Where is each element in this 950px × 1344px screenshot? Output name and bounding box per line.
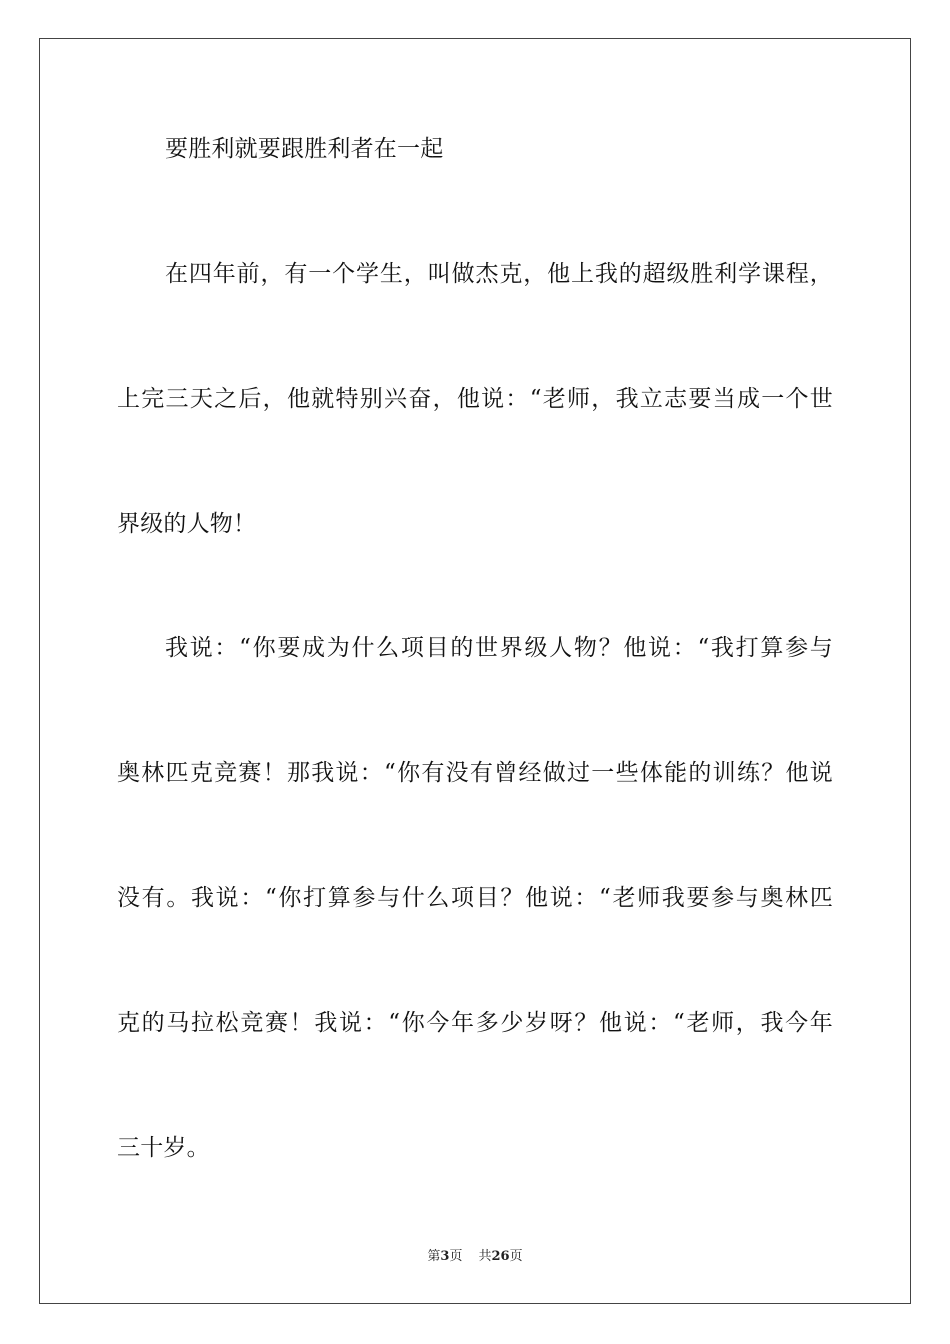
page-prefix: 第 [427,1249,441,1264]
page-frame [39,38,911,1304]
paragraph-line: 没有。我说：“你打算参与什么项目？他说：“老师我要参与奥林匹 [117,885,833,911]
paragraph-line: 上完三天之后，他就特别兴奋，他说：“老师，我立志要当成一个世 [117,386,833,412]
total-suffix: 页 [509,1249,523,1264]
paragraph-line: 奥林匹克竞赛！那我说：“你有没有曾经做过一些体能的训练？他说 [117,760,833,786]
total-pages: 26 [491,1249,510,1264]
section-heading: 要胜利就要跟胜利者在一起 [165,136,444,162]
paragraph-line: 克的马拉松竞赛！我说：“你今年多少岁呀？他说：“老师，我今年 [117,1010,833,1036]
paragraph-line: 在四年前，有一个学生，叫做杰克，他上我的超级胜利学课程， [165,261,833,287]
paragraph-line: 界级的人物！ [117,511,257,537]
page-suffix: 页 [449,1249,463,1264]
paragraph-line: 三十岁。 [117,1135,210,1161]
paragraph-line: 我说：“你要成为什么项目的世界级人物？他说：“我打算参与 [165,635,833,661]
total-prefix: 共 [478,1249,492,1264]
page-number: 3 [440,1249,450,1264]
page-footer [0,1248,950,1266]
